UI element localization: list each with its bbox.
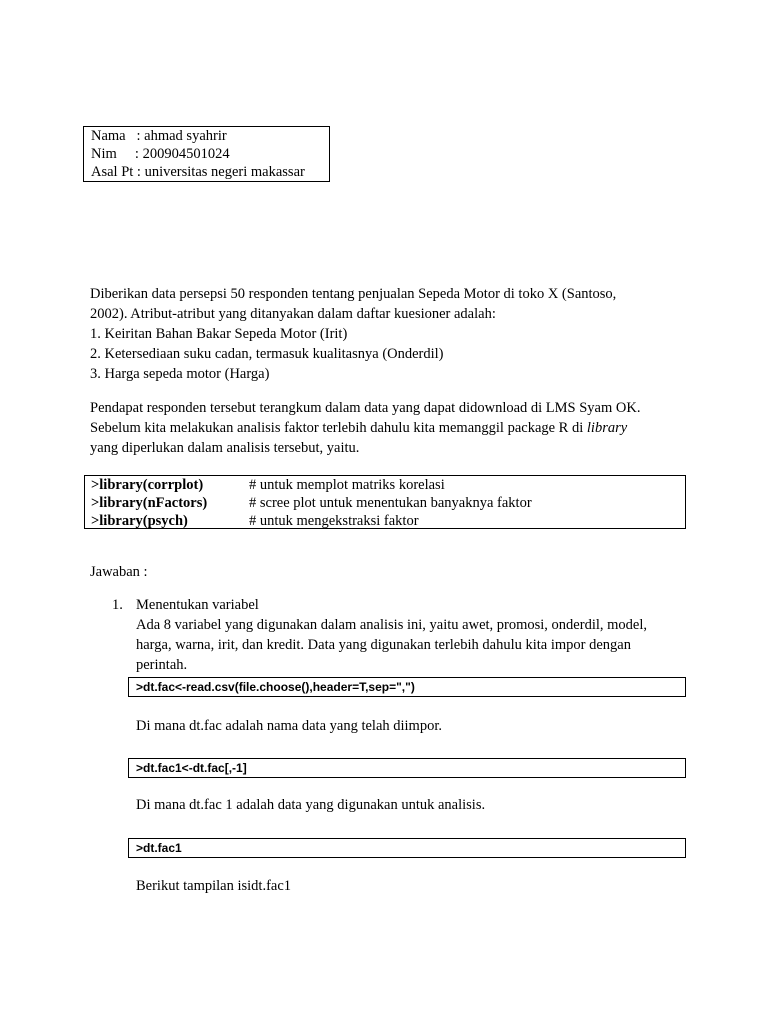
intro-list-item: 1. Keiritan Bahan Bakar Sepeda Motor (Irit) xyxy=(90,326,348,342)
para2-line: Pendapat responden tersebut terangkum dalam data yang dapat didownload di LMS Syam OK. xyxy=(90,400,641,416)
identity-asal-line xyxy=(91,163,329,181)
name-label: Nama xyxy=(91,128,126,144)
identity-name-line xyxy=(91,127,329,145)
library-comment: # untuk memplot matriks korelasi xyxy=(249,477,445,493)
note-read-csv: Di mana dt.fac adalah nama data yang telah diimpor. xyxy=(136,718,442,734)
library-row xyxy=(91,494,685,512)
note-print: Berikut tampilan isidt.fac1 xyxy=(136,878,292,894)
code-print: >dt.fac1 xyxy=(128,838,686,858)
note-subset: Di mana dt.fac 1 adalah data yang digunakan untuk analisis. xyxy=(136,797,486,813)
name-sep: : xyxy=(125,128,145,144)
library-comment: # untuk mengekstraksi faktor xyxy=(249,513,419,529)
asal-sep: : xyxy=(133,164,145,180)
library-row xyxy=(91,476,685,494)
library-row xyxy=(91,512,685,530)
library-italic: library xyxy=(586,420,628,436)
library-intro-paragraph xyxy=(90,398,640,458)
step1-line: perintah. xyxy=(136,657,188,673)
nim-sep: : xyxy=(116,146,143,162)
intro-list-item: 2. Ketersediaan suku cadan, termasuk kualitasnya (Onderdil) xyxy=(90,346,444,362)
asal-label: Asal Pt xyxy=(91,164,134,180)
step1-line: Ada 8 variabel yang digunakan dalam analisis ini, yaitu awet, promosi, onderdil, model, xyxy=(136,617,647,633)
library-code-box xyxy=(84,475,686,529)
code-read-csv: >dt.fac<-read.csv(file.choose(),header=T,sep=",") xyxy=(128,677,686,697)
nim-label: Nim xyxy=(91,146,117,162)
library-command: >library(psych) xyxy=(91,513,188,529)
nim-value: 200904501024 xyxy=(142,146,230,162)
library-command: >library(nFactors) xyxy=(91,495,208,511)
para2-line xyxy=(90,418,640,438)
intro-list-item: 3. Harga sepeda motor (Harga) xyxy=(90,366,270,382)
identity-box xyxy=(83,126,330,182)
code-subset: >dt.fac1<-dt.fac[,-1] xyxy=(128,758,686,778)
identity-nim-line xyxy=(91,145,329,163)
intro-line: 2002). Atribut-atribut yang ditanyakan dalam daftar kuesioner adalah: xyxy=(90,306,496,322)
para2-line: yang diperlukan dalam analisis tersebut, yaitu. xyxy=(90,440,360,456)
step1-paragraph xyxy=(136,615,647,675)
step-title: Menentukan variabel xyxy=(136,597,259,613)
step-number: 1. xyxy=(112,597,123,613)
asal-value: universitas negeri makassar xyxy=(144,164,305,180)
step1-line: harga, warna, irit, dan kredit. Data yang digunakan terlebih dahulu kita impor dengan xyxy=(136,637,631,653)
intro-line: Diberikan data persepsi 50 responden tentang penjualan Sepeda Motor di toko X (Santoso, xyxy=(90,286,617,302)
name-value: ahmad syahrir xyxy=(144,128,227,144)
library-comment: # scree plot untuk menentukan banyaknya faktor xyxy=(249,495,532,511)
intro-paragraph xyxy=(90,284,616,384)
answer-label: Jawaban : xyxy=(90,564,148,580)
library-command: >library(corrplot) xyxy=(91,477,204,493)
para2-line2-text: Sebelum kita melakukan analisis faktor terlebih dahulu kita memanggil package R di xyxy=(90,420,587,436)
